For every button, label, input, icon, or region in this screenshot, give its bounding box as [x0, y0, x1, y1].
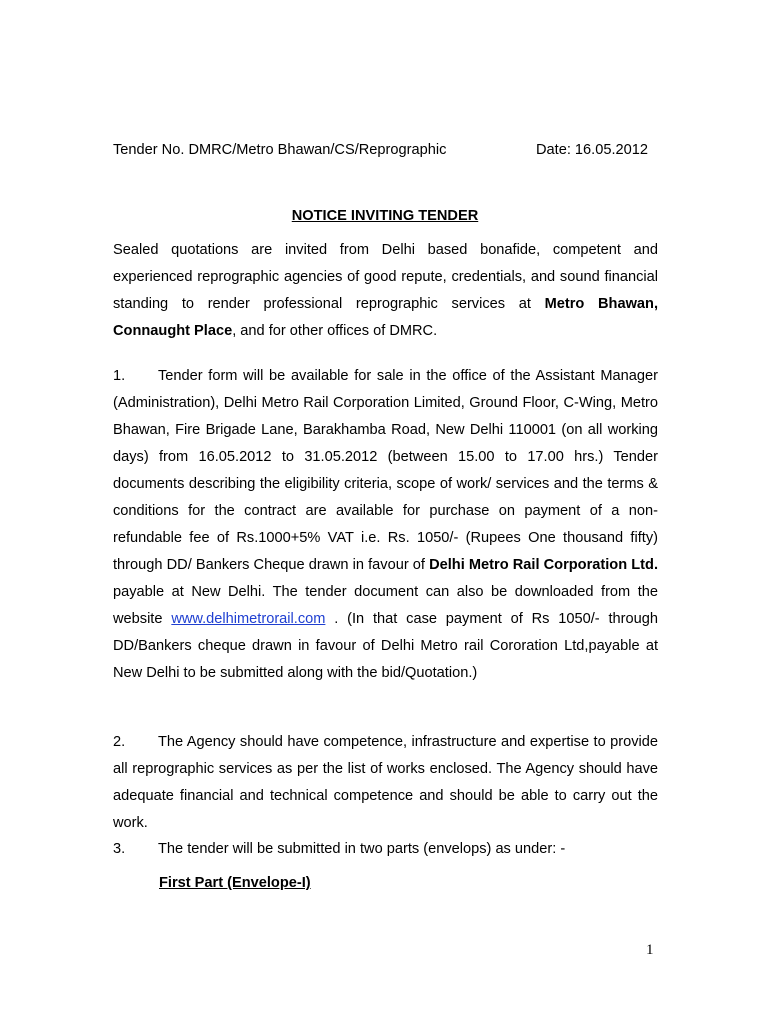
page-number: 1	[646, 942, 654, 958]
clause-2	[113, 729, 658, 837]
clause-1-text-a: Tender form will be available for sale in the office of the Assistant Manager (Administration), Delhi Metro Rail Corporation Limited, Ground Floor, C-Wing, Metro Bhawan, Fire Brigade Lane, Barakhamba Road, New Delhi 110001 (on all working days) from 16.05.2012 to 31.05.2012 (between 15.00 to 17.00 hrs.) Tender documents describing the eligibility criteria, scope of work/ services and the terms & conditions for the contract are available for purchase on payment of a non-refundable fee of Rs.1000+5% VAT i.e. Rs. 1050/- (Rupees One thousand fifty) through DD/ Bankers Cheque drawn in favour of	[113, 368, 658, 573]
intro-text: Sealed quotations are invited from Delhi based bonafide, competent and experienced reprographic agencies of good repute, credentials, and sound financial standing to render professional reprographic services at	[113, 242, 658, 312]
envelope-heading: First Part (Envelope-I)	[159, 875, 311, 891]
clause-1-number: 1.	[113, 368, 126, 384]
clause-2-text: The Agency should have competence, infrastructure and expertise to provide all reprographic services as per the list of works enclosed. The Agency should have adequate financial and technical competence and should be able to carry out the work.	[113, 734, 658, 831]
clause-1-text-c: . (In that case payment of Rs 1050/- through DD/Bankers cheque drawn in favour of Delhi Metro rail Cororation Ltd,payable at New Delhi to be submitted along with the bid/Quotation.)	[113, 611, 658, 681]
clause-3-text: The tender will be submitted in two parts (envelops) as under: -	[158, 841, 566, 857]
clause-3-number: 3.	[113, 841, 126, 857]
intro-tail: , and for other offices of DMRC.	[232, 323, 438, 339]
clause-3	[113, 836, 658, 863]
intro-paragraph	[113, 237, 658, 345]
notice-title: NOTICE INVITING TENDER	[291, 208, 479, 224]
tender-date: Date: 16.05.2012	[536, 142, 648, 158]
clause-1-text-b: payable at New Delhi. The tender document can also be downloaded from the website	[113, 584, 658, 627]
clause-2-number: 2.	[113, 734, 126, 750]
intro-location: Metro Bhawan, Connaught Place	[113, 296, 659, 339]
clause-1	[113, 363, 658, 687]
tender-number: Tender No. DMRC/Metro Bhawan/CS/Reprographic	[113, 142, 447, 158]
website-link[interactable]: www.delhimetrorail.com	[171, 611, 326, 627]
clause-1-payee: Delhi Metro Rail Corporation Ltd.	[429, 557, 658, 573]
